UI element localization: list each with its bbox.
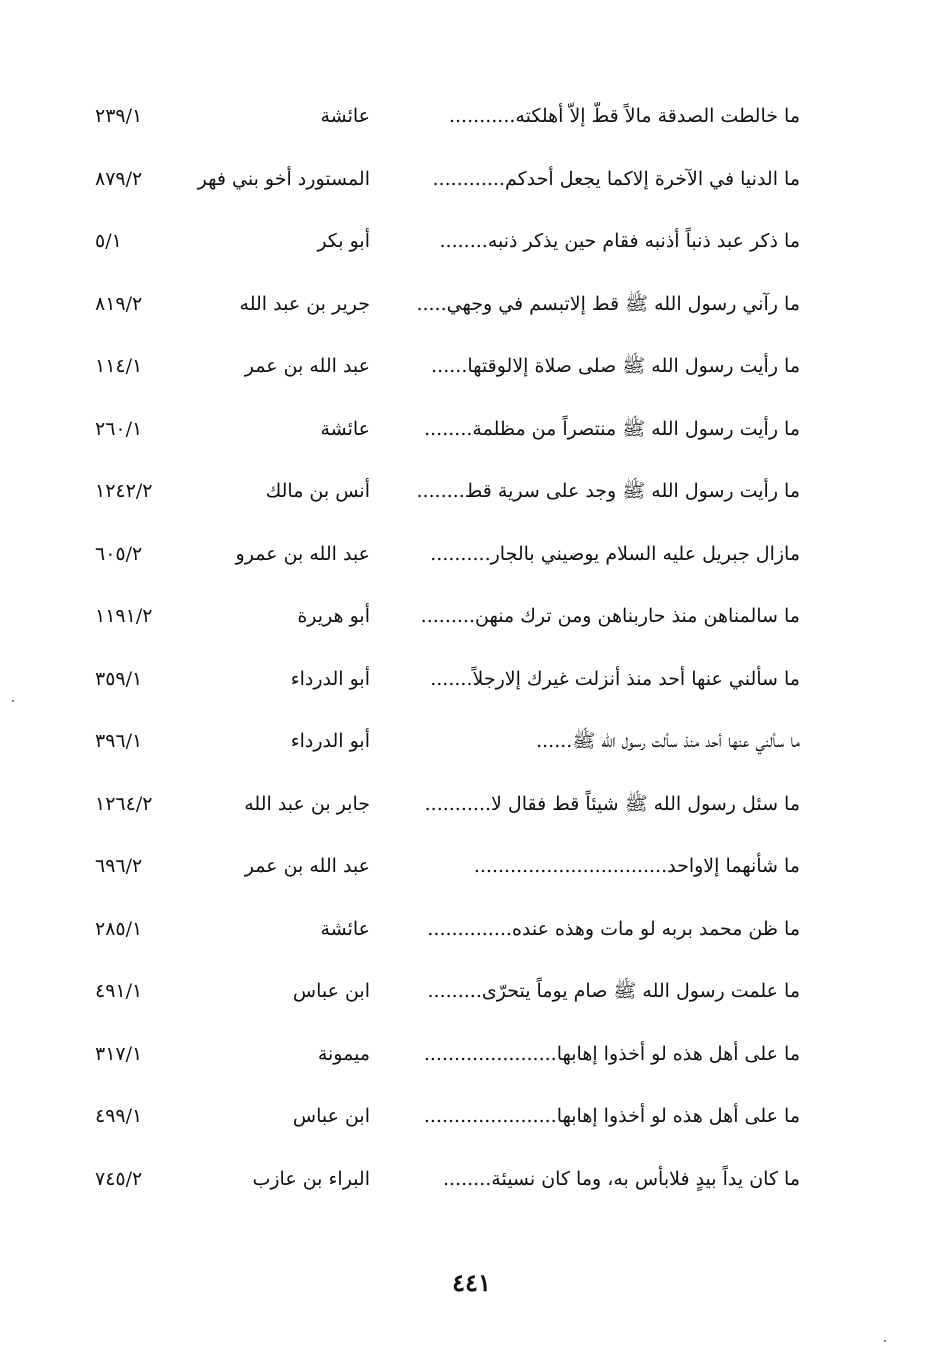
- index-entry: [95, 530, 800, 593]
- index-entry: [95, 842, 800, 905]
- narrator-name: ابن عباس: [292, 1105, 370, 1127]
- narrator-name: عائشة: [320, 917, 370, 940]
- hadith-text: ما علمت رسول الله ﷺ صام يوماً يتحرّى.........: [427, 980, 800, 1002]
- volume-page-reference: ٦٠٥/٢: [95, 542, 143, 565]
- volume-page-reference: ٤٩١/١: [95, 980, 143, 1002]
- narrator-name: عبد الله بن عمرو: [235, 542, 370, 565]
- narrator-name: عائشة: [320, 417, 370, 440]
- hadith-text: ما ذكر عبد ذنباً أذنبه فقام حين يذكر ذنبه........: [439, 230, 800, 252]
- hadith-text: ما شأنهما إلاواحد................................: [473, 855, 800, 877]
- index-entry: [95, 1030, 800, 1093]
- hadith-text: ما سألني عنها أحد منذ سألت رسول الله ﷺ......: [536, 730, 800, 752]
- hadith-text: ما خالطت الصدقة مالاً قطّ إلاّ أهلكته...........: [448, 105, 800, 127]
- hadith-text: مازال جبريل عليه السلام يوصيني بالجار..........: [430, 542, 800, 565]
- index-entry: [95, 467, 800, 530]
- scan-speck: [12, 700, 14, 702]
- hadith-text: ما كان يداً بيدٍ فلابأس به، وما كان نسيئة........: [442, 1167, 800, 1190]
- index-entry: [95, 592, 800, 655]
- index-entry: [95, 655, 800, 718]
- volume-page-reference: ٢٣٩/١: [95, 105, 143, 127]
- hadith-text: ما رأيت رسول الله ﷺ صلى صلاة إلالوقتها......: [431, 355, 800, 377]
- hadith-text: ما رأيت رسول الله ﷺ وجد على سرية قط........: [416, 480, 800, 502]
- narrator-name: عبد الله بن عمر: [244, 355, 370, 377]
- hadith-text: ما على أهل هذه لو أخذوا إهابها......................: [423, 1042, 800, 1065]
- volume-page-reference: ١١٤/١: [95, 355, 143, 377]
- hadith-text: ما الدنيا في الآخرة إلاكما يجعل أحدكم............: [432, 167, 800, 190]
- hadith-text: ما سئل رسول الله ﷺ شيئاً قط فقال لا...........: [424, 792, 800, 815]
- volume-page-reference: ٨١٩/٢: [95, 292, 143, 315]
- volume-page-reference: ٣٩٦/١: [95, 730, 143, 752]
- index-entry: [95, 155, 800, 218]
- hadith-text: ما سألني عنها أحد منذ أنزلت غيرك إلارجلاً.......: [430, 667, 800, 690]
- volume-page-reference: ٧٤٥/٢: [95, 1167, 143, 1190]
- page-number: ٤٤١: [452, 1268, 491, 1297]
- index-entry: [95, 280, 800, 343]
- narrator-name: جرير بن عبد الله: [239, 292, 370, 315]
- index-entry: [95, 217, 800, 280]
- narrator-name: أبو الدرداء: [290, 667, 370, 690]
- hadith-text: ما ظن محمد بربه لو مات وهذه عنده..............: [427, 917, 800, 940]
- volume-page-reference: ١٢٦٤/٢: [95, 792, 153, 815]
- volume-page-reference: ٨٧٩/٢: [95, 167, 143, 190]
- index-entry: [95, 780, 800, 843]
- narrator-name: المستورد أخو بني فهر: [197, 167, 370, 190]
- hadith-text: ما رأيت رسول الله ﷺ منتصراً من مظلمة........: [424, 417, 800, 440]
- volume-page-reference: ٥/١: [95, 230, 122, 252]
- index-entry: [95, 967, 800, 1030]
- narrator-name: أبو بكر: [317, 230, 370, 252]
- index-entry: [95, 1155, 800, 1218]
- narrator-name: ابن عباس: [292, 980, 370, 1002]
- volume-page-reference: ٢٦٠/١: [95, 417, 143, 440]
- hadith-text: ما على أهل هذه لو أخذوا إهابها......................: [423, 1105, 800, 1127]
- volume-page-reference: ٣١٧/١: [95, 1042, 143, 1065]
- volume-page-reference: ٣٥٩/١: [95, 667, 143, 690]
- hadith-text: ما رآني رسول الله ﷺ قط إلاتبسم في وجهي.....: [416, 292, 800, 315]
- narrator-name: البراء بن عازب: [252, 1167, 370, 1190]
- narrator-name: جابر بن عبد الله: [244, 792, 370, 815]
- volume-page-reference: ٦٩٦/٢: [95, 855, 143, 877]
- index-entry: [95, 1092, 800, 1155]
- narrator-name: أبو الدرداء: [290, 730, 370, 752]
- hadith-text: ما سالمناهن منذ حاربناهن ومن ترك منهن.........: [420, 605, 800, 627]
- index-entry: [95, 717, 800, 780]
- index-entry: [95, 92, 800, 155]
- narrator-name: عبد الله بن عمر: [244, 855, 370, 877]
- hadith-index-list: [95, 92, 800, 1217]
- volume-page-reference: ٢٨٥/١: [95, 917, 143, 940]
- narrator-name: ميمونة: [317, 1042, 370, 1065]
- volume-page-reference: ٤٩٩/١: [95, 1105, 143, 1127]
- volume-page-reference: ١١٩١/٢: [95, 605, 153, 627]
- narrator-name: أبو هريرة: [297, 605, 370, 627]
- index-entry: [95, 405, 800, 468]
- narrator-name: أنس بن مالك: [265, 480, 370, 502]
- narrator-name: عائشة: [320, 105, 370, 127]
- scan-speck: [884, 1340, 886, 1342]
- volume-page-reference: ١٢٤٢/٢: [95, 480, 153, 502]
- index-entry: [95, 342, 800, 405]
- index-entry: [95, 905, 800, 968]
